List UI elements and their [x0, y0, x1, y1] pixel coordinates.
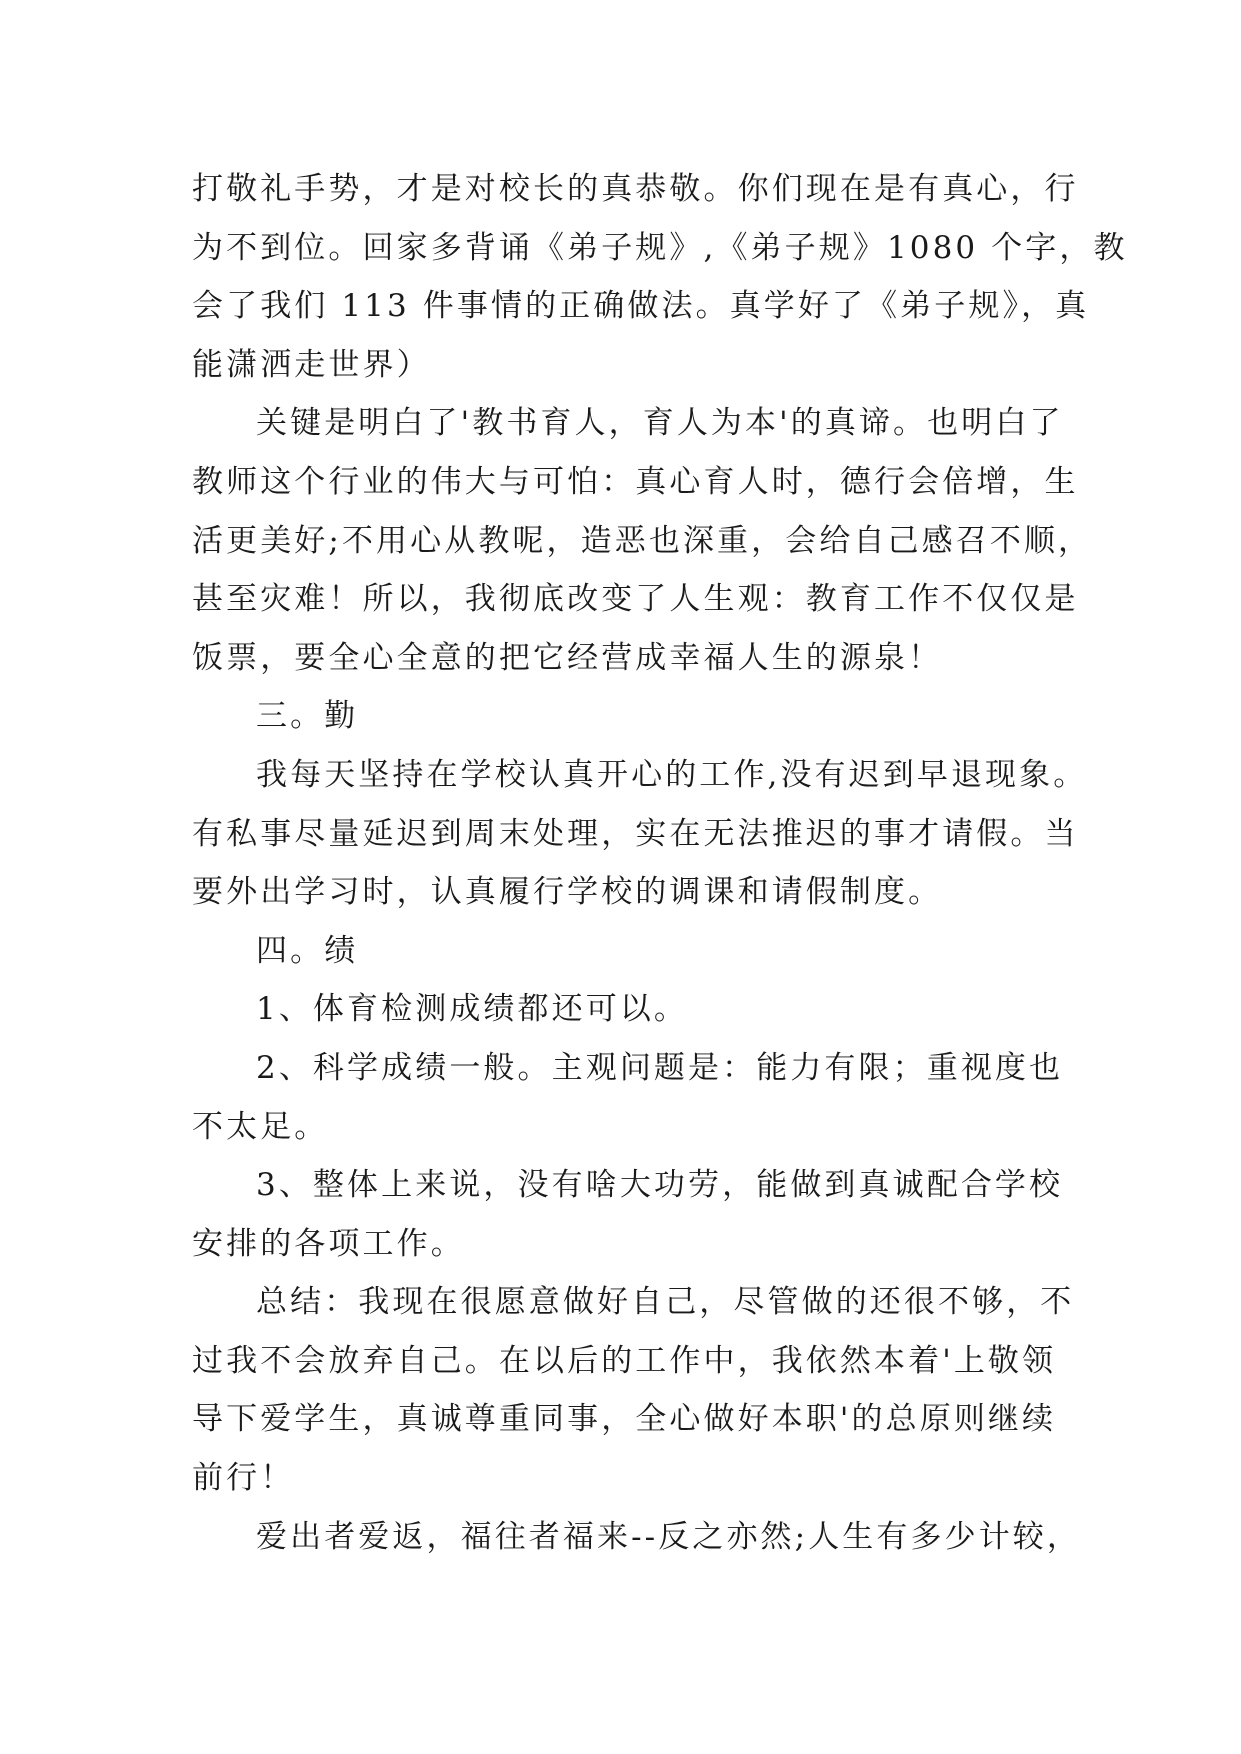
document-body	[192, 160, 1128, 1566]
text-line: 甚至灾难！所以，我彻底改变了人生观：教育工作不仅仅是	[192, 581, 1079, 618]
text-line: 总结：我现在很愿意做好自己，尽管做的还很不够，不	[256, 1284, 1075, 1321]
text-line: 关键是明白了'教书育人，育人为本'的真谛。也明白了	[256, 405, 1064, 442]
text-line: 导下爱学生，真诚尊重同事，全心做好本职'的总原则继续	[192, 1401, 1057, 1438]
section-heading: 四。绩	[256, 932, 359, 969]
section-heading: 三。勤	[256, 698, 359, 735]
text-line: 有私事尽量延迟到周末处理，实在无法推迟的事才请假。当	[192, 815, 1079, 852]
text-line: 过我不会放弃自己。在以后的工作中，我依然本着'上敬领	[192, 1342, 1057, 1379]
text-line: 打敬礼手势，才是对校长的真恭敬。你们现在是有真心，行	[192, 171, 1079, 207]
text-line: 不太足。	[192, 1108, 329, 1145]
list-item: 2、科学成绩一般。主观问题是：能力有限；重视度也	[256, 1049, 1064, 1086]
text-line: 前行！	[192, 1460, 295, 1497]
text-line: 会了我们 113 件事情的正确做法。真学好了《弟子规》，真	[192, 288, 1090, 325]
text-line: 我每天坚持在学校认真开心的工作,没有迟到早退现象。	[256, 756, 1088, 793]
text-line: 饭票，要全心全意的把它经营成幸福人生的源泉！	[192, 639, 943, 676]
list-item: 3、整体上来说，没有啥大功劳，能做到真诚配合学校	[256, 1167, 1064, 1204]
text-line: 要外出学习时，认真履行学校的调课和请假制度。	[192, 874, 943, 911]
text-line: 活更美好;不用心从教呢，造恶也深重，会给自己感召不顺，	[192, 522, 1093, 559]
list-item: 1、体育检测成绩都还可以。	[256, 991, 689, 1028]
text-line: 安排的各项工作。	[192, 1225, 465, 1262]
text-line: 为不到位。回家多背诵《弟子规》,《弟子规》1080 个字，教	[192, 229, 1128, 266]
text-line: 教师这个行业的伟大与可怕：真心育人时，德行会倍增，生	[192, 463, 1079, 500]
text-line: 爱出者爱返，福往者福来--反之亦然;人生有多少计较，	[256, 1518, 1081, 1555]
text-line: 能潇洒走世界）	[192, 346, 431, 383]
